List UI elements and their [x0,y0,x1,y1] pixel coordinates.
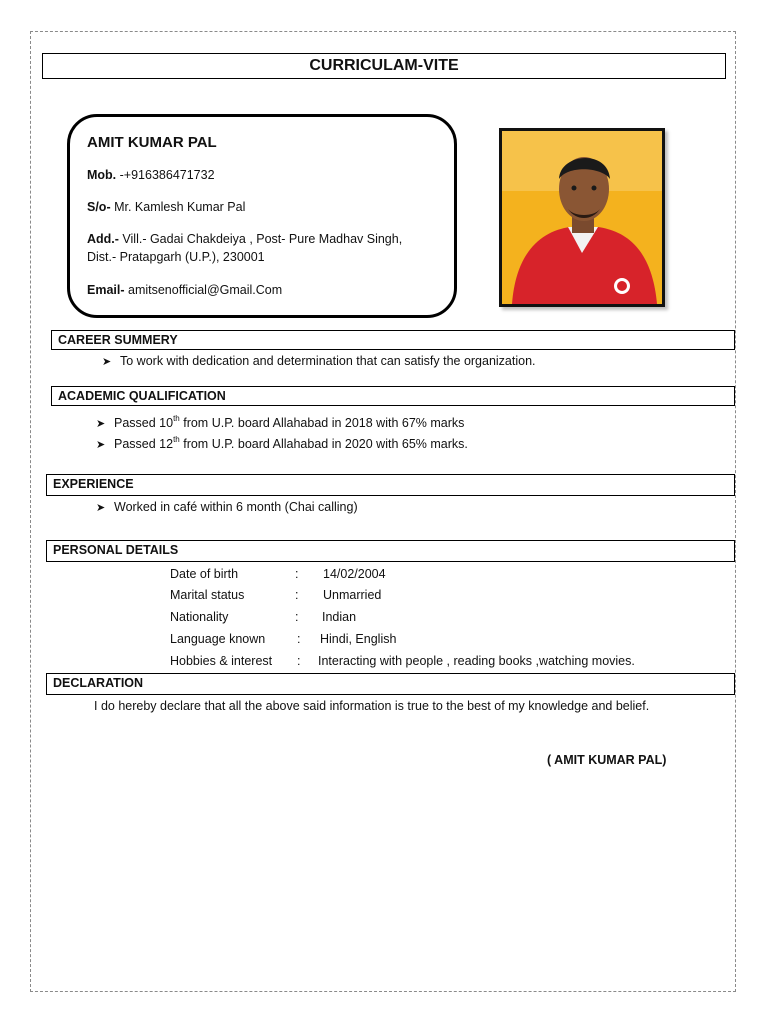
pd-sep: : [297,632,301,646]
profile-photo [499,128,665,307]
email-label: Email- [87,283,125,297]
academic-item-2: ➤ Passed 12th from U.P. board Allahabad in 2020 with 65% marks. [96,431,468,454]
pd-sep: : [295,610,299,624]
declaration-text: I do hereby declare that all the above said information is true to the best of my knowledge and belief. [94,699,650,713]
experience-item: ➤ Worked in café within 6 month (Chai calling) [96,498,358,517]
section-declaration: DECLARATION [46,673,735,695]
pd-label-dob: Date of birth [170,567,239,581]
pd-sep: : [295,588,299,602]
candidate-name: AMIT KUMAR PAL [87,134,217,151]
academic-item-1: ➤ Passed 10th from U.P. board Allahabad in 2018 with 67% marks [96,410,464,433]
section-career-summary: CAREER SUMMERY [51,330,735,350]
email-value: amitsenofficial@Gmail.Com [124,283,283,297]
pd-label-marital: Marital status [170,588,245,602]
pd-value-marital: Unmarried [323,588,382,602]
arrow-bullet-icon: ➤ [96,502,106,514]
mobile-value: -+916386471732 [116,168,215,182]
section-academic: ACADEMIC QUALIFICATION [51,386,735,406]
pd-sep: : [295,567,299,581]
signature-name: ( AMIT KUMAR PAL) [547,753,667,767]
pd-value-language: Hindi, English [320,632,397,646]
career-text: To work with dedication and determination that can satisfy the organization. [120,354,536,368]
father-label: S/o- [87,200,111,214]
pd-label-nationality: Nationality [170,610,229,624]
father-value: Mr. Kamlesh Kumar Pal [110,200,246,214]
document-title: CURRICULAM-VITE [42,53,726,79]
address-value-1: Vill.- Gadai Chakdeiya , Post- Pure Madhav Singh, [118,232,403,246]
pd-value-dob: 14/02/2004 [323,567,386,581]
pd-sep: : [297,654,301,668]
pd-label-hobbies: Hobbies & interest [170,654,273,668]
pd-label-language: Language known [170,632,266,646]
arrow-bullet-icon: ➤ [102,356,112,368]
arrow-bullet-icon: ➤ [96,439,106,451]
pd-value-nationality: Indian [322,610,357,624]
section-experience: EXPERIENCE [46,474,735,496]
arrow-bullet-icon: ➤ [96,418,106,430]
address-line-2: Dist.- Pratapgarh (U.P.), 230001 [87,250,265,264]
mobile-label: Mob. [87,168,117,182]
pd-value-hobbies: Interacting with people , reading books ,watching movies. [318,654,635,668]
person-portrait-icon [502,131,662,304]
email-line [87,281,282,299]
section-personal-details: PERSONAL DETAILS [46,540,735,562]
father-line [87,198,245,216]
address-label: Add.- [87,232,119,246]
address-line-1 [87,230,402,248]
mobile-line [87,166,215,184]
career-bullet [102,352,536,371]
